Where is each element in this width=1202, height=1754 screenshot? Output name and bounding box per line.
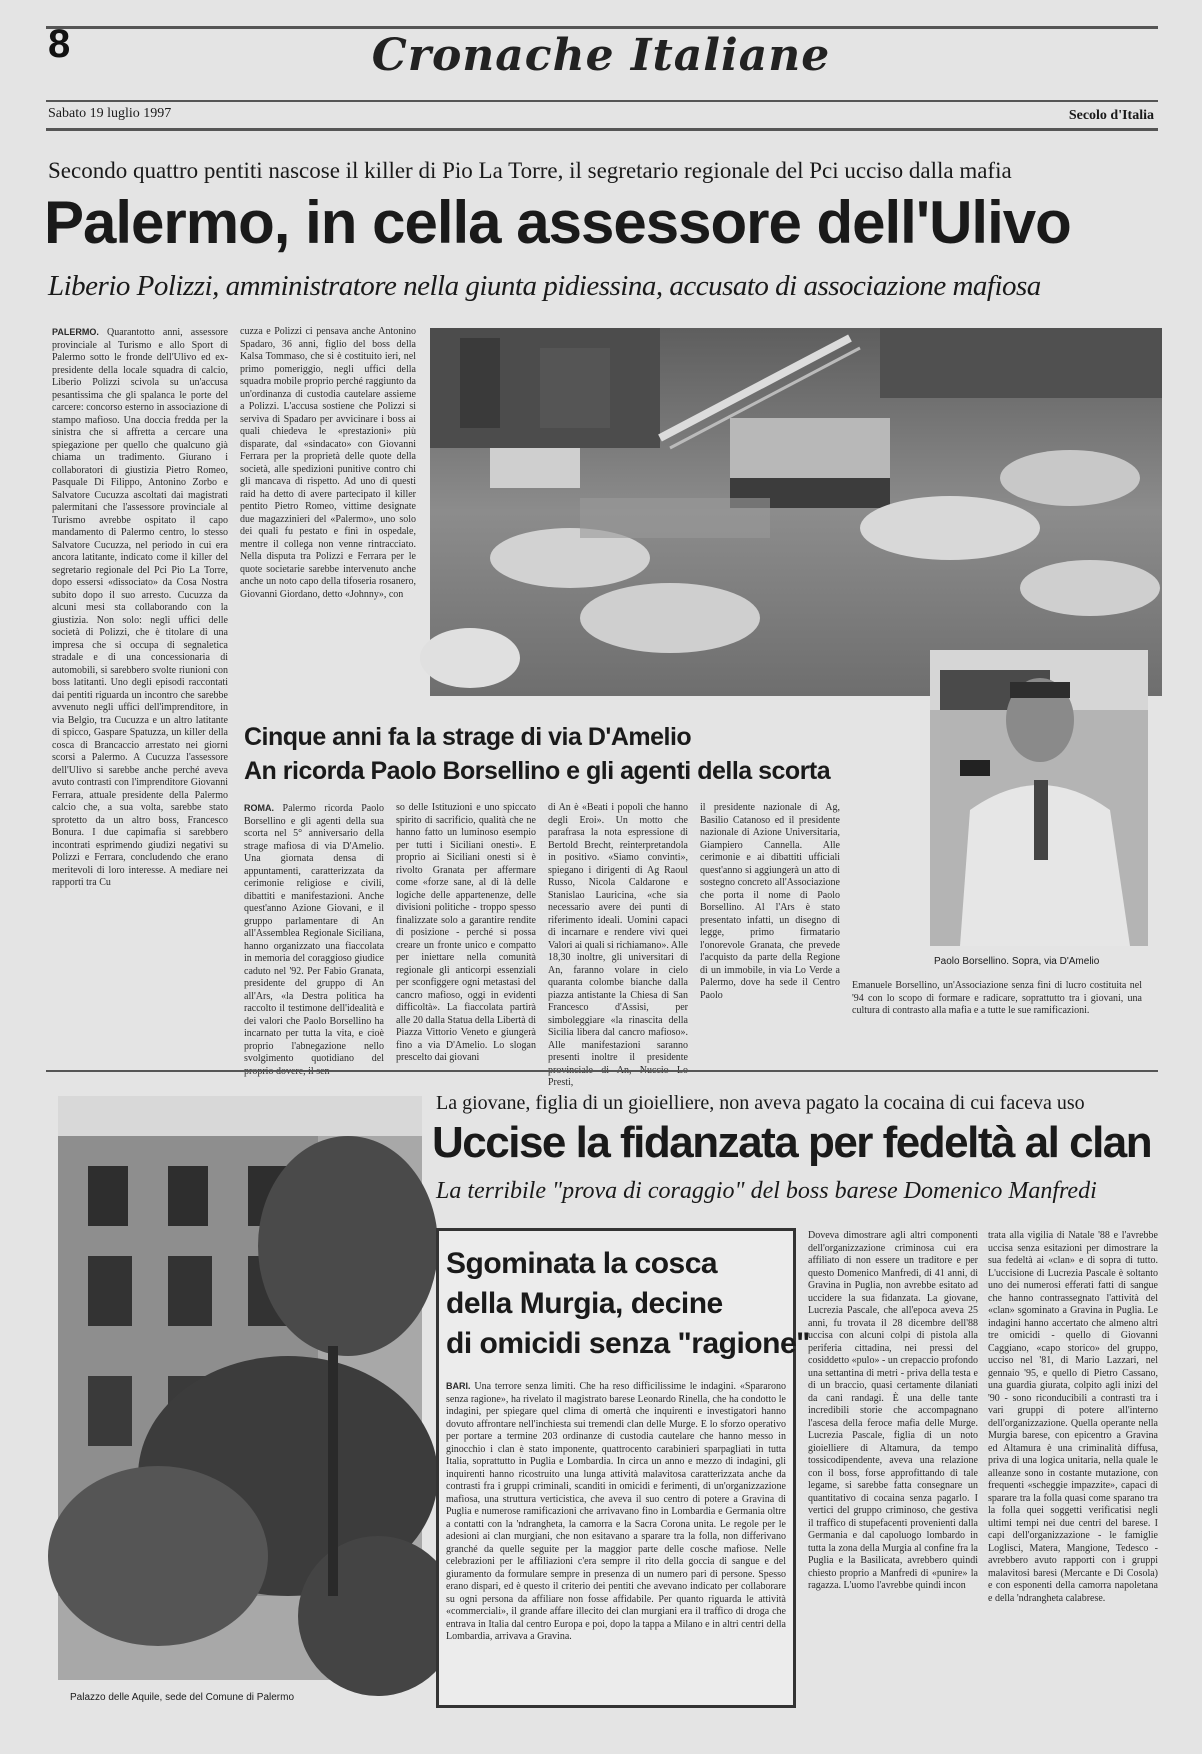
newspaper-name: Secolo d'Italia: [1068, 108, 1154, 123]
issue-date: Sabato 19 luglio 1997: [48, 106, 172, 121]
lead-column-2: [240, 326, 416, 698]
murgia-column-3: [988, 1230, 1158, 1706]
amelio-dateline: ROMA.: [244, 803, 274, 813]
lead-headline: Palermo, in cella assessore dell'Ulivo: [44, 189, 1071, 256]
lead-column-1: [52, 326, 228, 1058]
header-top-rule: [46, 26, 1158, 29]
box-dateline: BARI.: [446, 1381, 471, 1391]
box-text: Una terrore senza limiti. Che ha reso difficilissime le indagini. «Spararono senza ragione», ha rivelato il magistrato barese Leonardo Rinella, che ha condotto le indagini, per spiegare quel clima di omertà che inquirenti e investigatori hanno dovuto affrontare nell'inchiesta sui tremendi clan delle Murge. E lo sforzo operativo per portare a termine 203 ordinanze di custodia cautelare che hanno messo in ginocchio i clan è stato imponente, quattrocento carabinieri sparpagliati in tutta Italia, soprattutto in Puglia e Lombardia. In circa un anno e mezzo di indagini, gli inquirenti hanno ricostruito una lunga attività malavitosa caratterizzata anche da contrasti fra i gruppi criminali, scanditi in omicidi e ferimenti, di un'organizzazione mafiosa, una struttura verticistica, che aveva il suo centro di potere a Gravina di Puglia e numerose ramificazioni che arrivavano fino in Lombardia e Germania oltre a contatti con la 'ndrangheta, la camorra e la Sacra Corona unita. Le regole per le adesioni ai clan murgiani, che non esitavano a sparare tra la folla, non differivano granché da quelle seguite per la maggior parte delle cosche mafiose. Nelle celebrazioni per le affiliazioni c'era sempre il rito della goccia di sangue e del giuramento da formulare sempre in presenza di un numero pari di persone. Spesso erano dispari, ed è questo il criterio dei pentiti che avevano indicato per collaborare su ogni persona da affiliare non fosse affidabile. Per quanto riguarda le attività «commerciali», il grande affare illecito dei clan murgiani era il traffico di droga che entrava in Italia dal centro Europa e poi, dopo la tappa a Milano e in altri centri della Lombardia, arrivava a Gravina.: [446, 1381, 786, 1642]
lead-column-2-text: cuzza e Polizzi ci pensava anche Antonino Spadaro, 36 anni, figlio del boss della Kalsa Tommaso, che si è costituito ieri, nel primo pomeriggio, negli uffici della squadra mobile proprio perché raggiunto da un'ordinanza di custodia cautelare assieme a Polizzi. L'accusa sostiene che Polizzi si serviva di Spadaro per avvicinare i boss ai quali chiedeva le «prestazioni» più disparate, dal «sindacato» con Giovanni Ferrara per la proprietà delle quote della società, alle spedizioni punitive contro chi gli mancava di rispetto. Ad uno di questi raid ha detto di avere partecipato il killer pentito Pietro Romeo, vittime designate due magazzinieri del «Palermo», uno solo dei quali fu pestato e finì in ospedale, mentre il collega non venne rintracciato. Nella disputa tra Polizzi e Ferrara per le quote societarie sarebbe intervenuto anche anche un noto capo della tifoseria rosanero, Giovanni Giordano, detto «Johnny», con: [240, 326, 416, 600]
borsellino-caption: Paolo Borsellino. Sopra, via D'Amelio: [934, 956, 1100, 967]
header-rule: [46, 100, 1158, 102]
section-title: Cronache Italiane: [371, 30, 831, 81]
lead-kicker: Secondo quattro pentiti nascose il killer di Pio La Torre, il segretario regionale del Pci ucciso dalla mafia: [48, 158, 1012, 183]
amelio-column-2: [396, 802, 536, 1063]
page-number: 8: [48, 22, 71, 66]
palazzo-caption: Palazzo delle Aquile, sede del Comune di Palermo: [70, 1692, 295, 1703]
amelio-column-5-text: Emanuele Borsellino, un'Associazione senza fini di lucro costituita nel '94 con lo scopo di formare e radicare, soprattutto tra i giovani, una cultura di contrasto alla mafia e a tutte le sue ramificazioni.: [852, 980, 1142, 1016]
palazzo-photo-image: [58, 1096, 422, 1680]
amelio-column-1: [244, 802, 385, 1064]
amelio-headline-line-1: Cinque anni fa la strage di via D'Amelio: [244, 723, 692, 751]
amelio-column-3-text: di An è «Beati i popoli che hanno degli Eroi». Un motto che parafrasa la nota espressione di Bertold Brecht, reinterpretandola in positivo. «Siamo convinti», spiegano i dirigenti di Ag Raoul Russo, Nicola Caldarone e Stanislao Lauricina, «che sia necessario avere dei punti di riferimento ideali. Uomini capaci di incarnare e rendere vivi quei Valori ai quali si richiamano». Alle 18,30 inoltre, gli universitari di An, faranno volare in cielo quaranta colombe bianche dalla piazza antistante la Chiesa di San Francesco d'Assisi, per simboleggiare «la rinascita della Sicilia libera dal cancro mafioso». Alle manifestazioni saranno presenti inoltre il presidente Presti,: [548, 802, 688, 1088]
murgia-column-2: [808, 1230, 978, 1706]
amelio-column-4-text: il presidente nazionale di Ag, Basilio Catanoso ed il presidente nazionale di Azione Universitaria, Giampiero Cannella. Alle cerimonie e ai dibattiti ufficiali quest'anno si aggiungerà un atto di sostegno concreto all'Associazione che porta il nome di Paolo Borsellino. Al l'Ars è stato presentato infatti, un disegno di legge, primo firmatario l'onorevole Granata, che prevede l'acquisto da parte della Regione di un immobile, in via Lo Verde a Palermo, dove ha sede il Centro Paolo: [700, 802, 840, 1001]
amelio-column-5: [852, 980, 1142, 1060]
via-damelio-photo-image: [430, 328, 1162, 696]
via-damelio-photo: [430, 328, 1162, 696]
box-title-line-1: Sgominata la cosca: [446, 1247, 718, 1280]
lead-subheadline: Liberio Polizzi, amministratore nella giunta pidiessina, accusato di associazione mafiosa: [48, 270, 1041, 302]
section-divider: [46, 1070, 1158, 1072]
murgia-column-3-text: trata alla vigilia di Natale '88 e l'avrebbe uccisa senza esitazioni per dimostrare la sua fedeltà ai «clan» e di sopra di tutto. L'uccisione di Lucrezia Pascale è soltanto uno dei numerosi efferati fatti di sangue che hanno contrassegnato l'attività del «clan» sgominato a Gravina in Puglia. Le indagini hanno accertato che almeno altri tre omicidi - quello di Giovanni Caggiano, «capo storico» del gruppo, ucciso nel '81, di Mario Lazzari, nel gennaio '95, e quello di Pietro Cassano, una guardia giurata, colpito agli inizi del '90 - sono riconducibili a contrasti tra i vari gruppi di potere all'interno dell'organizzazione. Quella operante nella Murgia barese, con epicentro a Gravina ed Altamura è una criminalità diffusa, priva di una logica unitaria, nella quale le alleanze sono in costante mutazione, con frequenti «scheggie impazzite», capaci di sparare tra la folla quasi come sparano tra la folla quei soggetti verificatisi negli ultimi tempi nei due centri del barese. I capi dell'organizzazione - le famiglie Loglisci, Matera, Mangione, Tedesco - avrebbero avuto rapporti con i gruppi malavitosi baresi (Mercante e Di Cosola) e con esponenti della camorra napoletana e della 'ndrangheta calabrese.: [988, 1230, 1158, 1604]
amelio-column-1-text: Palermo ricorda Paolo Borsellino e gli agenti della sua scorta nel 5° anniversario della strage mafiosa di via D'Amelio. Una giornata densa di appuntamenti, caratterizzata da cerimonie religiose e civili, dibattiti e manifestazioni. Anche quest'anno Azione Giovani, e il gruppo parlamentare di An all'Assemblea Regionale Siciliana, hanno organizzato una fiaccolata in memoria del coraggioso giudice caduto nel '92. Per Fabio Granata, presidente del gruppo di An all'Ars, «la Destra politica ha raccolto il testimone dell'idealità e dei valori che Paolo Borsellino ha incarnato per tutta la vita, e cioè proprio l'abnegazione nello svolgimento quotidiano del: [244, 803, 385, 1064]
lead-dateline: PALERMO.: [52, 327, 99, 337]
lead-column-1-text: Quarantotto anni, assessore provinciale al Turismo e allo Sport di Palermo sotto le fronde dell'Ulivo ed ex-presidente della locale squadra di calcio, Liberio Polizzi scivola su un'accusa pesantissima che gli spalanca le porte del carcere: concorso esterno in associazione di stampo mafioso. Una doccia fredda per la sinistra che si affretta a cercare una spiegazione per quello che qualcuno già chiama un tradimento. Giurano i collaboratori di giustizia Pietro Romeo, Pasquale Di Filippo, Antonino Zorbo e Salvatore Cucuzza ascoltati dai magistrati palermitani che l'assessore provinciale al Turismo avrebbe ospitato il capo mandamento di Palermo centro, lo stesso Salvatore Cucuzza, nel periodo in cui era ancora latitante, indicato come il killer del segretario regionale del Pci Pio La Torre, dopo essersi «dissociato» da Cosa Nostra subito dopo il suo arresto. Cucuzza da alcuni mesi sta collaborando con la giustizia. Non solo: negli uffici delle società di Polizzi, che è titolare di una impresa che si occupa di segnaletica stradale e di una concessionaria di automobili, si sarebbero svolte riunioni con boss latitanti. Uno degli episodi raccontati dai pentiti riguarda un incontro che sarebbe avvenuto negli uffici dell'imprenditore, in via Belgio, tra Cucuzza e un altro latitante di spicco, Gaspare Spatuzza, un killer della cosca di Brancaccio arrestato nei giorni scorsi a Palermo. A Cucuzza l'assessore dell'Ulivo si sarebbe anche perché aveva avuto contrasti con l'imprenditore Giovanni Ferrara, attuale presidente della Palermo calcio che, a sua volta, sarebbe stato sprotetto da un altro boss, Francesco Bonura. I due capimafia si sarebbero incontrati esprimendo giudizi negativi su Polizzi e Ferrara, concludendo che erano meritevoli di loro interesse. A mediare nei rapporti tra Cu: [52, 327, 228, 888]
murgia-subheadline: La terribile "prova di coraggio" del boss barese Domenico Manfredi: [436, 1178, 1097, 1204]
box-title-line-2: della Murgia, decine: [446, 1287, 723, 1320]
header-bottom-rule: [46, 128, 1158, 131]
borsellino-photo-image: [930, 650, 1148, 946]
amelio-headline-line-2: An ricorda Paolo Borsellino e gli agenti della scorta: [244, 757, 831, 785]
box-title-line-3: di omicidi senza "ragione": [446, 1327, 810, 1360]
amelio-column-4: [700, 802, 840, 1060]
palazzo-photo: [58, 1096, 422, 1680]
borsellino-photo: [930, 650, 1148, 946]
amelio-column-2-text: so delle Istituzioni e uno spiccato spirito di sacrificio, qualità che ne hanno fatto un luminoso esempio per tutti i Siciliani onesti». E proprio ai Siciliani onesti si è rivolto Granata per affermare come «forze sane, al di là delle logiche delle appartenenze, delle divisioni politiche - troppo spesso finalizzate solo a garantire rendite di posizione - perché si possa creare un fronte unico e compatto per iniettare nella comunità regionale gli anticorpi essenziali per sconfiggere ogni metastasi del cancro mafioso, oggi in evidenti difficoltà». La fiaccolata partirà alle 20 dalla Statua della Libertà di Piazza Vittorio Veneto e giungerà fino a via D'Amelio. Lo slogan prescelto dai giovani: [396, 802, 536, 1063]
amelio-column-3: [548, 802, 688, 1088]
murgia-headline: Uccise la fidanzata per fedeltà al clan: [432, 1118, 1152, 1167]
murgia-kicker: La giovane, figlia di un gioielliere, non aveva pagato la cocaina di cui faceva uso: [436, 1092, 1085, 1114]
murgia-column-2-text: Doveva dimostrare agli altri componenti dell'organizzazione criminosa cui era affiliato di non essere un traditore e per questo Domenico Manfredi, di 41 anni, di Gravina in Puglia, non avrebbe esitato ad uccidere la sua fidanzata. La giovane, Lucrezia Pascale, che all'epoca aveva 25 anni, fu trovata il 28 dicembre dell'88 uccisa con alcuni colpi di pistola alla periferia cittadina, nei pressi del cosiddetto «pulo» - un crepaccio profondo una settantina di metri - priva della testa e di un braccio, quasi certamente dilaniati da cani randagi. È una delle tante incredibili storie che accompagnano l'ascesa della feroce mafia delle Murge. Lucrezia Pascale, figlia di un noto gioielliere di Altamura, da tempo tossicodipendente, aveva una relazione con il boss, forse approfittando di tale legame, si sarebbe fatta consegnare un quantitativo di cocaina senza pagarlo. I vertici del gruppo criminoso, che gestiva il traffico di stupefacenti provenienti dalla Germania e dal capoluogo lombardo in tutta la zona della Murgia al confine fra la Puglia e la Basilicata, avrebbero quindi chiesto proprio a Manfredi di «punire» la ragazza. L'uomo l'avrebbe quindi incon: [808, 1230, 978, 1591]
box-body: [446, 1380, 786, 1698]
